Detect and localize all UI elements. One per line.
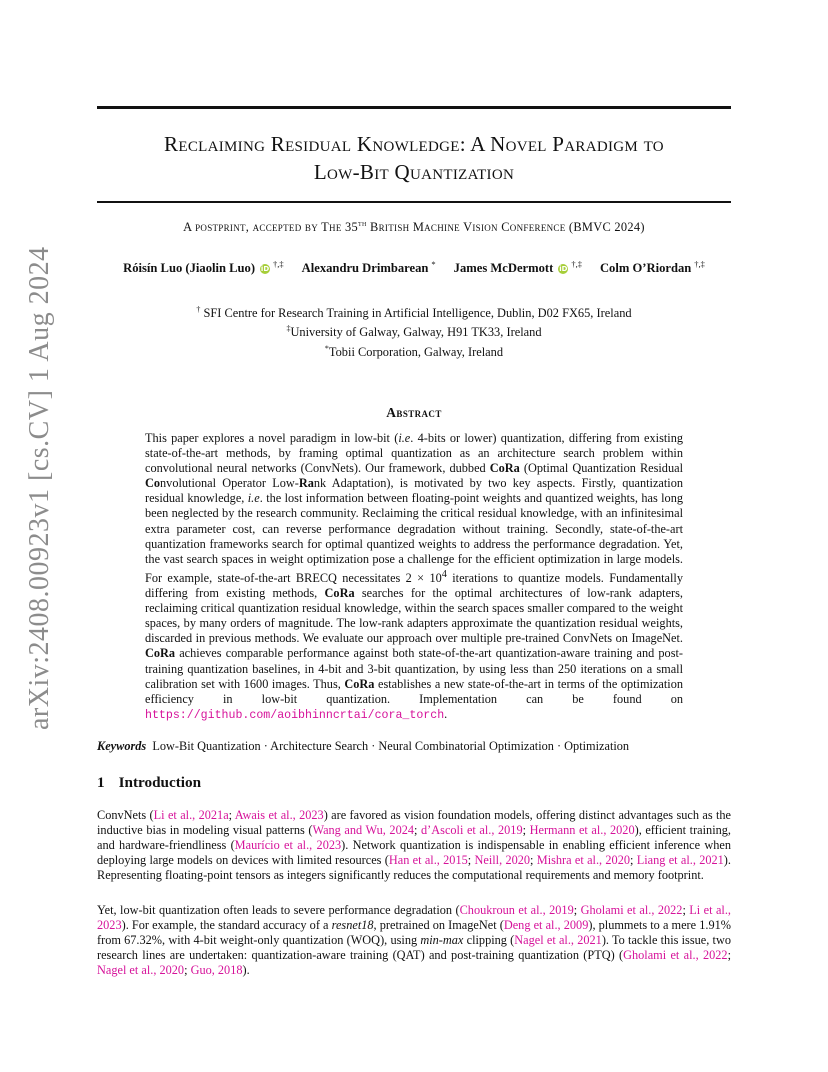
title-bottom-rule	[97, 201, 731, 203]
abstract-paragraph	[145, 431, 683, 723]
arxiv-identifier: arXiv:2408.00923v1 [cs.CV] 1 Aug 2024	[24, 246, 55, 730]
intro-paragraph-2	[97, 903, 731, 978]
affiliation-3	[97, 341, 731, 360]
abstract-bold-cora: CoRa	[489, 461, 520, 476]
code-repository-link[interactable]: https://github.com/aoibhinncrtai/cora_torch	[145, 708, 445, 722]
affiliation-text: Tobii Corporation, Galway, Ireland	[328, 344, 504, 359]
body-text: ;	[530, 853, 537, 868]
abstract-text: achieves comparable performance against both state-of-the-art quantization-aware training and post-training quantization baselines, in 4-bit and 3-bit quantization, by using less than 250 iterations on a small calibration set with 1600 images. Thus,	[145, 646, 683, 691]
abstract-text: . the lost information between floating-point weights and quantized weights, has long been neglected by the research community. Reclaiming the critical residual knowledge, with an infinitesimal extra parameter cost, can reverse performance degradation without training. Secondly, state-of-the-art quantization frameworks search for optimal quantized weights to address the performance degradation. Yet, the vast search spaces in weight optimization pose a challenge for the efficient optimization in large models. For example, state-of-the-art BRECQ necessitates 2 × 10	[145, 491, 684, 585]
affiliation-mark: ‡	[286, 324, 291, 334]
body-text: ). For example, the standard accuracy of a	[121, 918, 332, 933]
body-text: ;	[414, 823, 422, 838]
abstract-text: This paper explores a novel paradigm in low-bit (	[145, 431, 399, 445]
abstract-bold-cora: CoRa	[145, 646, 176, 661]
body-text: ) are favored as vision foundation models, offering distinct advantages such as the inductive bias in modeling visual patterns (	[97, 808, 732, 838]
author-1	[123, 261, 284, 276]
abstract-bold-cora: CoRa	[344, 676, 375, 691]
section-number: 1	[97, 774, 105, 791]
abstract-text: iterations to quantize models. Fundamentally differing from existing methods,	[145, 570, 683, 601]
postprint-prefix: A postprint, accepted by The 35	[183, 220, 359, 235]
affiliations	[97, 302, 731, 360]
citation-link[interactable]: Li et al., 2023	[97, 903, 731, 933]
body-text: clipping (	[463, 933, 515, 948]
keywords-text: Low-Bit Quantization · Architecture Search · Neural Combinatorial Optimization · Optimization	[152, 739, 630, 753]
postprint-suffix: British Machine Vision Conference (BMVC 2024)	[366, 220, 645, 235]
abstract-text: (Optimal Quantization Residual	[519, 461, 683, 476]
abstract-bold: Ra	[298, 476, 314, 491]
citation-link[interactable]: Gholami et al., 2022	[580, 903, 683, 917]
citation-link[interactable]: Deng et al., 2009	[503, 918, 589, 933]
author-marks: *	[431, 259, 436, 269]
postprint-note	[97, 219, 731, 235]
citation-link[interactable]: Maurício et al., 2023	[234, 838, 342, 853]
abstract-exponent: 4	[441, 568, 447, 580]
title-line-1: Reclaiming Residual Knowledge: A Novel Paradigm to	[164, 132, 664, 156]
body-text: ), efficient training, and hardware-friendliness (	[97, 823, 731, 853]
body-text: ;	[727, 948, 731, 963]
abstract-text: establishes a new state-of-the-art in terms of the optimization efficiency in low-bit quantization. Implementation can be found on	[145, 676, 683, 706]
author-name: Colm O’Riordan	[599, 261, 692, 275]
orcid-icon[interactable]: iD	[260, 265, 270, 273]
keywords-line	[97, 739, 737, 754]
citation-link[interactable]: Liang et al., 2021	[636, 853, 724, 868]
abstract-text: searches for the optimal architectures of low-rank adapters, reclaiming critical quantization residual knowledge, within the search spaces smaller compared to the weight spaces, by many orders of magnitude. The low-rank adapters approximate the quantization residual weights, discarded in previous methods. We evaluate our approach over multiple pre-trained ConvNets on ImageNet.	[145, 586, 683, 646]
paragraph	[97, 903, 731, 978]
affiliation-text: SFI Centre for Research Training in Artificial Intelligence, Dublin, D02 FX65, Ireland	[203, 306, 632, 321]
author-marks: †,‡	[694, 259, 705, 269]
abstract-text: nk Adaptation), is motivated by two key aspects. Firstly, quantization residual knowledge,	[145, 476, 683, 506]
body-text: ;	[573, 903, 581, 917]
citation-link[interactable]: Awais et al., 2023	[234, 808, 324, 822]
citation-link[interactable]: Gholami et al., 2022	[623, 948, 728, 963]
body-italic: min-max	[420, 933, 464, 948]
author-marks: †,‡	[273, 259, 284, 269]
abstract-bold: Co	[145, 476, 161, 491]
section-heading-introduction	[97, 774, 201, 792]
citation-link[interactable]: Han et al., 2015	[388, 853, 468, 868]
body-text: ), plummets to a mere 1.91% from 67.32%, with 4-bit weight-only quantization (WOQ), using	[97, 918, 731, 948]
abstract-body	[145, 431, 683, 723]
author-2	[302, 261, 436, 276]
keywords-label: Keywords	[97, 739, 147, 753]
author-name: James McDermott	[453, 261, 554, 275]
paper-title	[97, 130, 731, 186]
abstract-italic: i.e	[398, 431, 411, 445]
author-name: Alexandru Drimbarean	[301, 261, 429, 275]
affiliation-mark: †	[196, 305, 201, 314]
affiliation-2	[97, 321, 731, 340]
abstract-text: . 4-bits or lower) quantization, differing from existing state-of-the-art methods, by framing optimal quantization as an architecture search problem within convolutional neural networks (ConvNets). Our framework, dubbed	[145, 431, 684, 476]
abstract-bold-cora: CoRa	[324, 586, 355, 601]
body-text: Yet, low-bit quantization often leads to severe performance degradation (	[97, 903, 460, 917]
citation-link[interactable]: Guo, 2018	[190, 963, 243, 978]
body-text: ;	[184, 963, 191, 978]
body-text: ). Representing floating-point tensors as integers significantly reduces the computational requirements and memory footprint.	[97, 853, 731, 883]
author-list	[97, 261, 731, 276]
body-text: ). Network quantization is indispensable in enabling efficient inference when deploying large models on devices with limited resources (	[97, 838, 731, 868]
postprint-sup: th	[358, 219, 367, 228]
abstract-italic: i.e	[247, 491, 260, 506]
body-text: ;	[467, 853, 475, 868]
citation-link[interactable]: d’Ascoli et al., 2019	[421, 823, 523, 838]
author-name: Róisín Luo (Jiaolin Luo)	[123, 261, 256, 275]
abstract-heading: Abstract	[386, 405, 442, 420]
body-text: ;	[682, 903, 690, 917]
intro-paragraph-1	[97, 808, 731, 883]
body-text: ). To tackle this issue, two research lines are undertaken: quantization-aware training (QAT) and post-training quantization (PTQ) (	[97, 933, 731, 963]
citation-link[interactable]: Li et al., 2021a	[153, 808, 229, 822]
orcid-icon[interactable]: iD	[559, 265, 568, 273]
abstract-text: .	[444, 706, 448, 721]
citation-link[interactable]: Nagel et al., 2021	[514, 933, 602, 948]
author-3	[454, 261, 582, 276]
citation-link[interactable]: Choukroun et al., 2019	[459, 903, 574, 917]
citation-link[interactable]: Wang and Wu, 2024	[312, 823, 415, 838]
affiliation-text: University of Galway, Galway, H91 TK33, Ireland	[290, 325, 542, 340]
citation-link[interactable]: Hermann et al., 2020	[529, 823, 635, 838]
citation-link[interactable]: Nagel et al., 2020	[97, 963, 185, 978]
citation-link[interactable]: Neill, 2020	[474, 853, 531, 868]
body-text: , pretrained on ImageNet (	[373, 918, 504, 933]
affiliation-1	[97, 302, 731, 321]
author-4	[600, 261, 705, 276]
abstract-text: nvolutional Operator Low-	[160, 476, 299, 491]
body-text: ;	[522, 823, 530, 838]
body-text: ConvNets (	[97, 808, 154, 822]
title-line-2: Low-Bit Quantization	[313, 160, 515, 184]
body-italic: resnet18	[331, 918, 374, 933]
affiliation-mark: *	[324, 343, 329, 353]
body-text: ;	[228, 808, 235, 822]
citation-link[interactable]: Mishra et al., 2020	[536, 853, 630, 868]
paragraph	[97, 808, 731, 883]
body-text: ).	[242, 963, 250, 978]
body-text: ;	[630, 853, 637, 868]
title-top-rule	[97, 106, 731, 109]
author-marks: †,‡	[571, 259, 582, 269]
section-title: Introduction	[118, 774, 202, 791]
